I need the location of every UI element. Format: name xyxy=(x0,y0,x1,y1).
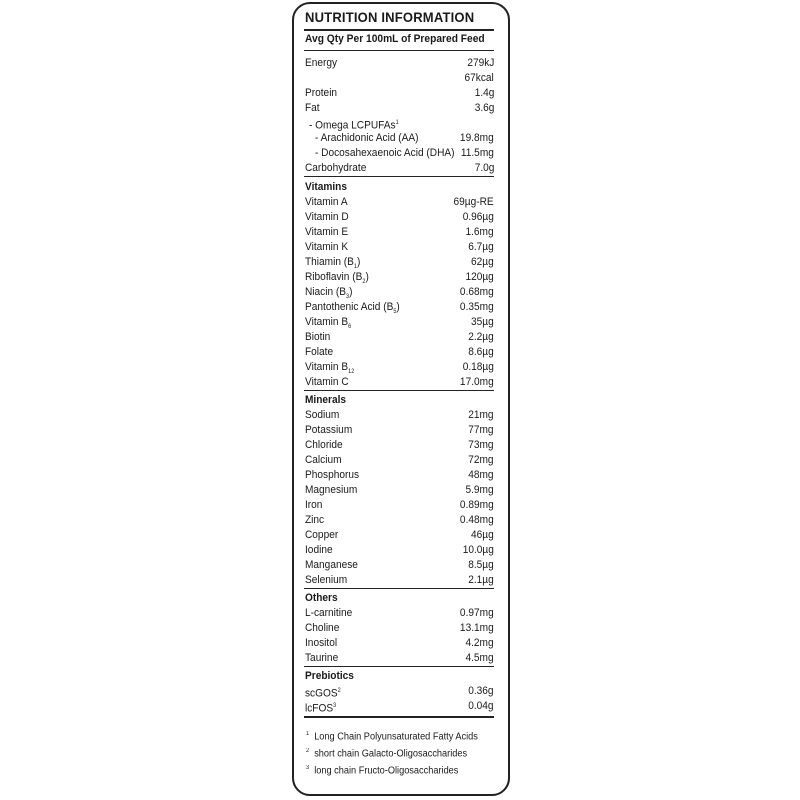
row-label-close: ) xyxy=(396,301,400,313)
row-value: 0.97mg xyxy=(460,607,494,619)
row-label: Vitamin K xyxy=(305,241,349,253)
row-vitamin-k xyxy=(305,240,494,255)
row-label-text: Riboflavin (B xyxy=(305,271,363,283)
prebiotics-heading xyxy=(305,669,494,684)
row-scgos xyxy=(305,684,494,699)
row-value: 67kcal xyxy=(464,72,494,84)
row-zinc xyxy=(305,513,494,528)
row-label: Vitamin E xyxy=(305,226,349,238)
subscript: 3 xyxy=(346,294,350,301)
row-vitamin-a xyxy=(305,195,494,210)
row-label: Zinc xyxy=(305,514,325,526)
row-label-text: lcFOS xyxy=(305,702,334,715)
row-label-text: Vitamin B xyxy=(305,361,349,373)
row-label: Carbohydrate xyxy=(305,162,367,174)
section-divider xyxy=(304,666,494,667)
row-value: 62µg xyxy=(471,256,494,268)
row-label: Chloride xyxy=(305,439,343,451)
row-vitamin-c xyxy=(305,375,494,390)
row-value: 8.6µg xyxy=(468,346,494,358)
row-label: - Docosahexaenoic Acid (DHA) xyxy=(315,147,455,159)
row-magnesium xyxy=(305,483,494,498)
row-label-text: Vitamin B xyxy=(305,316,349,328)
footnote-text: Long Chain Polyunsaturated Fatty Acids xyxy=(314,731,478,743)
subscript: 5 xyxy=(393,309,397,316)
row-label-close: ) xyxy=(357,256,361,268)
footnote-marker: 1 xyxy=(306,731,310,737)
row-taurine xyxy=(305,651,494,666)
row-value: 5.9mg xyxy=(465,484,494,496)
row-label: L-carnitine xyxy=(305,607,353,619)
subscript: 12 xyxy=(348,369,355,376)
row-vitamin-d xyxy=(305,210,494,225)
minerals-heading xyxy=(305,393,494,408)
row-label-text: Niacin (B xyxy=(305,286,347,298)
footnote-marker: 3 xyxy=(306,765,310,771)
row-value: 73mg xyxy=(468,439,494,451)
row-label-close: ) xyxy=(365,271,369,283)
footnote-marker: 1 xyxy=(395,120,399,126)
row-value: 6.7µg xyxy=(468,241,494,253)
section-divider xyxy=(304,390,494,391)
section-heading: Others xyxy=(305,592,338,604)
row-value: 3.6g xyxy=(474,102,494,114)
row-value: 19.8mg xyxy=(460,132,494,144)
row-lcfos xyxy=(305,699,494,714)
section-heading: Prebiotics xyxy=(305,670,354,682)
subscript: 6 xyxy=(348,324,352,331)
row-value: 0.04g xyxy=(468,700,494,712)
row-l-carnitine xyxy=(305,606,494,621)
row-selenium xyxy=(305,573,494,588)
row-label: Magnesium xyxy=(305,484,358,496)
row-sodium xyxy=(305,408,494,423)
row-value: 17.0mg xyxy=(460,376,494,388)
row-label: Iron xyxy=(305,499,323,511)
row-label: Calcium xyxy=(305,454,342,466)
row-label: Fat xyxy=(305,102,320,114)
footnote-divider xyxy=(304,716,494,718)
row-phosphorus xyxy=(305,468,494,483)
row-value: 0.48mg xyxy=(460,514,494,526)
row-label: Taurine xyxy=(305,652,339,664)
row-choline xyxy=(305,621,494,636)
footnote-text: short chain Galacto-Oligosaccharides xyxy=(314,748,468,760)
row-fat xyxy=(305,101,494,116)
title-divider xyxy=(304,29,494,31)
row-label: Vitamin D xyxy=(305,211,349,223)
others-heading xyxy=(305,591,494,606)
row-label: Energy xyxy=(305,57,338,69)
row-value: 72mg xyxy=(468,454,494,466)
row-value: 0.68mg xyxy=(460,286,494,298)
row-value: 4.2mg xyxy=(465,637,494,649)
section-heading: Minerals xyxy=(305,394,347,406)
row-label-text: Pantothenic Acid (B xyxy=(305,301,394,313)
row-label: Copper xyxy=(305,529,339,541)
subscript: 1 xyxy=(353,264,358,271)
row-manganese xyxy=(305,558,494,573)
row-value: 0.89mg xyxy=(460,499,494,511)
vitamins-heading xyxy=(305,180,494,195)
row-value: 11.5mg xyxy=(460,147,494,159)
row-value: 279kJ xyxy=(466,57,494,69)
row-label-text: Thiamin (B xyxy=(305,256,354,268)
row-vitamin-b6 xyxy=(305,315,494,330)
row-aa xyxy=(305,131,494,146)
row-value: 46µg xyxy=(471,529,494,541)
row-chloride xyxy=(305,438,494,453)
row-niacin xyxy=(305,285,494,300)
row-label-close: ) xyxy=(349,286,353,298)
row-value: 2.2µg xyxy=(468,331,494,343)
row-value: 0.96µg xyxy=(462,211,494,223)
row-label: Potassium xyxy=(305,424,353,436)
row-protein xyxy=(305,86,494,101)
footnote-2 xyxy=(306,744,467,761)
row-label: Protein xyxy=(305,87,338,99)
row-value: 35µg xyxy=(471,316,494,328)
row-thiamin xyxy=(305,255,494,270)
row-value: 69µg-RE xyxy=(453,196,494,208)
row-label: Vitamin A xyxy=(305,196,348,208)
row-value: 4.5mg xyxy=(465,652,494,664)
row-label: Vitamin C xyxy=(305,376,349,388)
subscript: 2 xyxy=(362,279,366,286)
footnote-marker: 3 xyxy=(333,703,337,709)
row-iron xyxy=(305,498,494,513)
section-heading: Vitamins xyxy=(305,181,348,193)
row-biotin xyxy=(305,330,494,345)
row-label: Manganese xyxy=(305,559,358,571)
row-copper xyxy=(305,528,494,543)
section-divider xyxy=(304,176,494,177)
row-value: 0.18µg xyxy=(462,361,494,373)
footnote-marker: 2 xyxy=(306,748,310,754)
row-value: 13.1mg xyxy=(460,622,494,634)
row-value: 48mg xyxy=(468,469,494,481)
section-divider xyxy=(304,588,494,589)
row-value: 8.5µg xyxy=(468,559,494,571)
row-value: 120µg xyxy=(465,271,494,283)
row-pantothenic-acid xyxy=(305,300,494,315)
row-potassium xyxy=(305,423,494,438)
panel-subtitle: Avg Qty Per 100mL of Prepared Feed xyxy=(305,33,485,45)
row-label-text: - Omega LCPUFAs xyxy=(309,119,396,132)
row-omega xyxy=(305,116,494,131)
footnote-marker: 2 xyxy=(337,688,341,694)
row-value: 0.36g xyxy=(468,685,494,697)
row-value: 0.35mg xyxy=(460,301,494,313)
row-folate xyxy=(305,345,494,360)
row-label: Folate xyxy=(305,346,334,358)
row-energy xyxy=(305,56,494,71)
row-riboflavin xyxy=(305,270,494,285)
row-value: 2.1µg xyxy=(468,574,494,586)
row-label: Choline xyxy=(305,622,340,634)
row-value: 10.0µg xyxy=(462,544,494,556)
row-value: 7.0g xyxy=(474,162,494,174)
footnote-1 xyxy=(306,727,478,744)
row-label: Iodine xyxy=(305,544,333,556)
subtitle-divider xyxy=(304,50,494,51)
row-calcium xyxy=(305,453,494,468)
row-label: - Arachidonic Acid (AA) xyxy=(315,132,419,144)
footnote-3 xyxy=(306,761,458,778)
footnote-text: long chain Fructo-Oligosaccharides xyxy=(314,765,459,777)
row-energy-kcal xyxy=(305,71,494,86)
row-label: Selenium xyxy=(305,574,348,586)
row-value: 1.6mg xyxy=(465,226,494,238)
panel-title: NUTRITION INFORMATION xyxy=(305,9,475,25)
row-vitamin-b12 xyxy=(305,360,494,375)
row-dha xyxy=(305,146,494,161)
row-label: Phosphorus xyxy=(305,469,360,481)
row-value: 21mg xyxy=(468,409,494,421)
row-iodine xyxy=(305,543,494,558)
row-vitamin-e xyxy=(305,225,494,240)
row-inositol xyxy=(305,636,494,651)
row-label xyxy=(305,699,336,717)
row-label: Sodium xyxy=(305,409,340,421)
row-label: Biotin xyxy=(305,331,331,343)
row-label-text: scGOS xyxy=(305,687,338,700)
row-label: Inositol xyxy=(305,637,338,649)
row-carbohydrate xyxy=(305,161,494,176)
row-value: 1.4g xyxy=(474,87,494,99)
row-value: 77mg xyxy=(468,424,494,436)
